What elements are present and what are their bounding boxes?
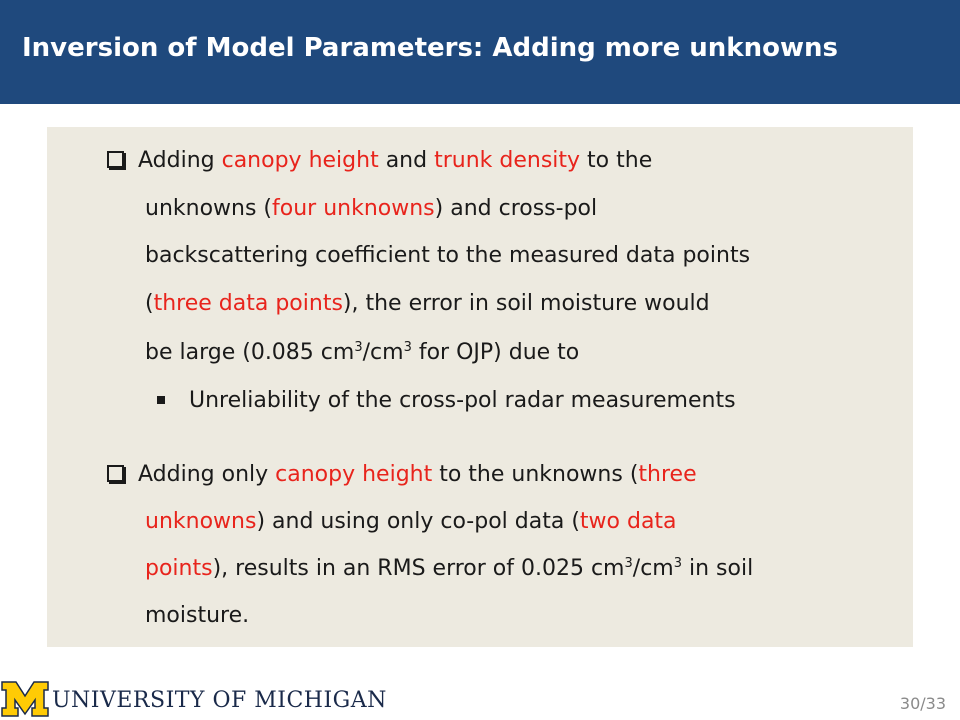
block-m-logo-icon (0, 678, 50, 718)
bullet1-line1: Adding canopy height and trunk density to the (107, 146, 652, 176)
checkbox-bullet-icon (107, 151, 124, 168)
bullet1-line5: be large (0.085 $cm^3/cm^3$ for OJP) due to (145, 340, 580, 365)
bullet2-line4: moisture. (145, 603, 250, 628)
title-bar (0, 0, 960, 104)
checkbox-bullet-icon (107, 465, 124, 482)
bullet2-line1: Adding only canopy height to the unknowns (three (107, 460, 697, 490)
bullet2-line3: points), results in an RMS error of 0.025 $cm^3/cm^3$ in soil (145, 556, 754, 581)
bullet1-subitem: Unreliability of the cross-pol radar measurements (157, 386, 736, 416)
bullet2-line2: unknowns) and using only co-pol data (two data (145, 509, 677, 534)
logo-wordmark: UNIVERSITY OF MICHIGAN (52, 688, 387, 713)
university-logo (0, 678, 387, 720)
bullet1-line3: backscattering coefficient to the measured data points (145, 243, 751, 268)
bullet1-line2: unknowns (four unknowns) and cross-pol (145, 196, 598, 221)
square-bullet-icon (157, 396, 165, 404)
slide-title: Inversion of Model Parameters: Adding more unknowns (22, 33, 838, 63)
bullet1-line4: (three data points), the error in soil moisture would (145, 291, 710, 316)
page-number: 30/33 (899, 694, 946, 713)
